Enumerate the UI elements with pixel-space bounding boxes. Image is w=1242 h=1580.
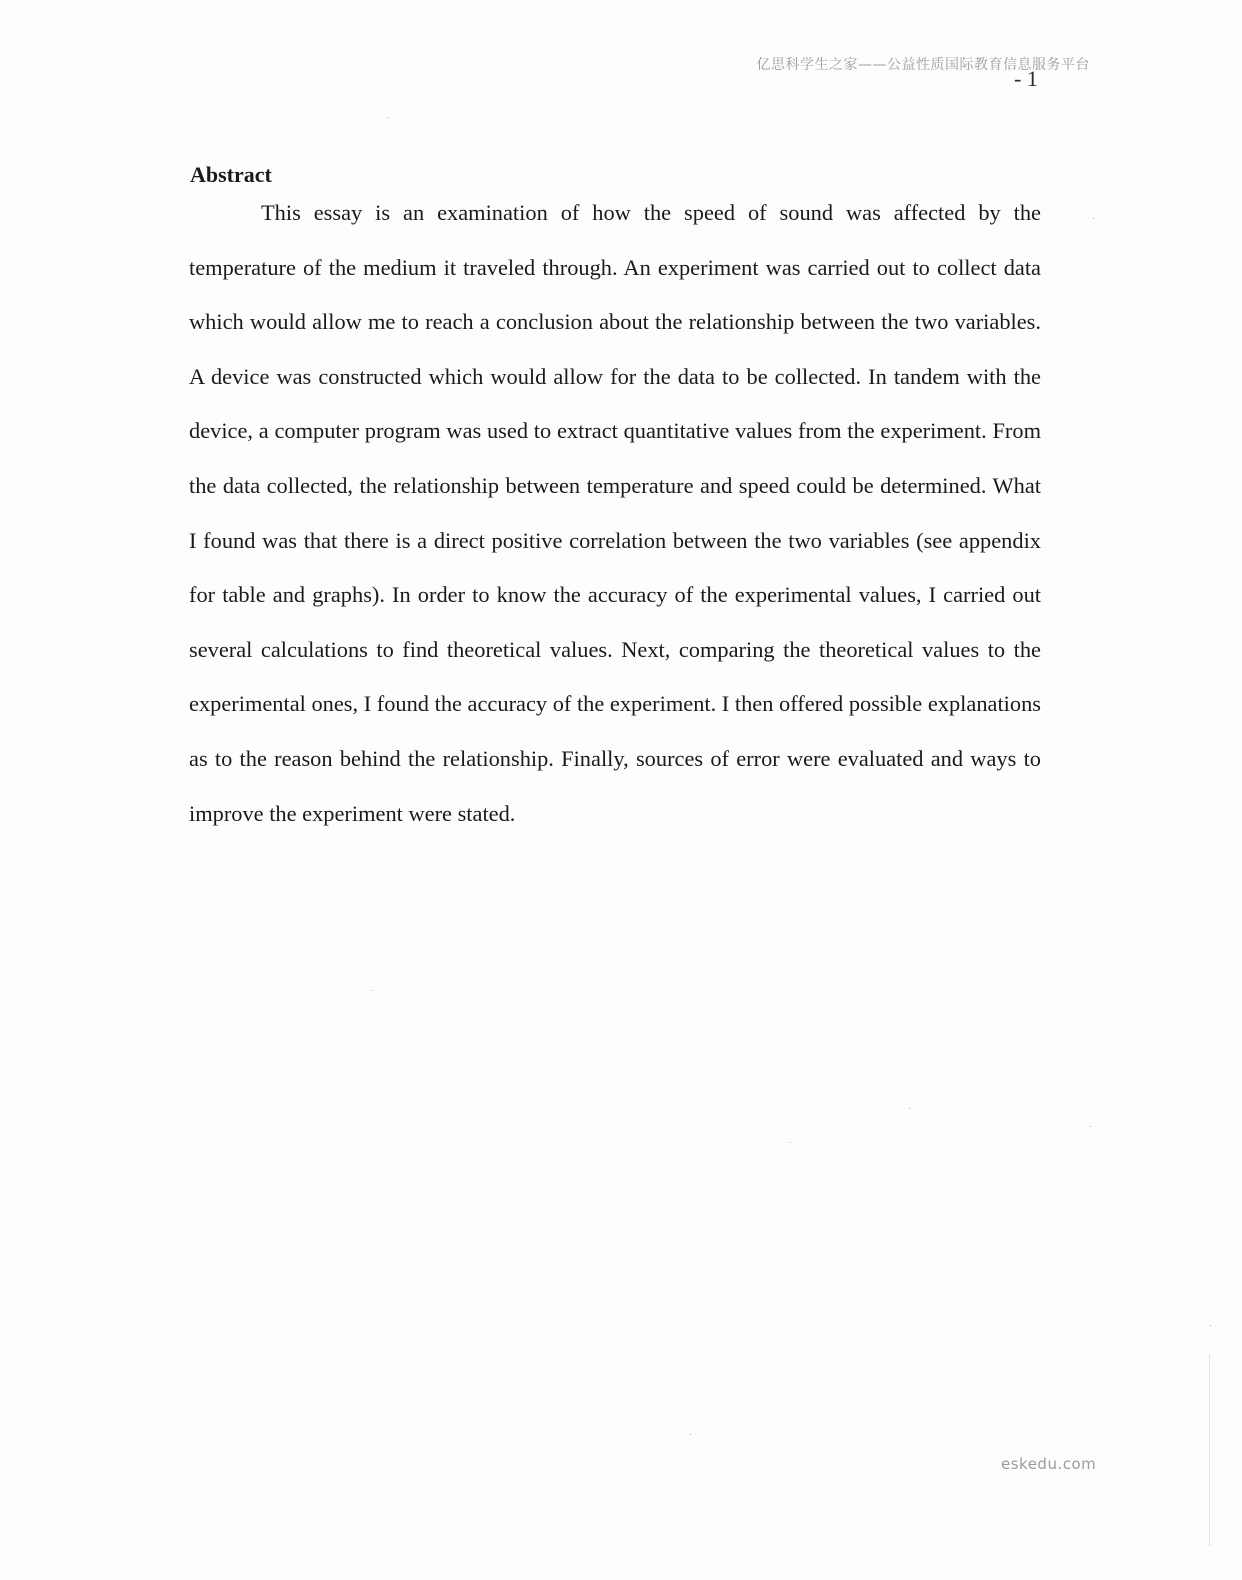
scan-speck — [372, 990, 373, 991]
page-number: - 1 — [1014, 66, 1038, 91]
scan-speck — [1090, 1126, 1091, 1127]
abstract-body: This essay is an examination of how the speed of sound was affected by the temperature of the medium it traveled through. An experiment was carried out to collect data which would allow me to reach a conclusion about the relationship between the two variables. A device was constructed which would allow for the data to be collected. In tandem with the device, a computer program was used to extract quantitative values from the experiment. From the data collected, the relationship between temperature and speed could be determined. What I found was that there is a direct positive correlation between the two variables (see appendix for table and graphs). In order to know the accuracy of the experimental values, I carried out several calculations to find theoretical values. Next, comparing the theoretical values to the experimental ones, I found the accuracy of the experiment. I then offered possible explanations as to the reason behind the relationship. Finally, sources of error were evaluated and ways to improve the experiment were stated. — [189, 200, 1041, 826]
scan-speck — [1093, 218, 1094, 219]
scan-speck — [1210, 1325, 1211, 1326]
footer-watermark: eskedu.com — [1001, 1455, 1097, 1473]
scan-speck — [790, 1142, 791, 1143]
scan-speck — [690, 1434, 691, 1435]
abstract-title: Abstract — [190, 162, 272, 187]
scan-edge-line — [1209, 1355, 1211, 1545]
header-watermark: 亿思科学生之家——公益性质国际教育信息服务平台 — [756, 57, 1090, 73]
scan-speck — [909, 1108, 910, 1109]
scan-speck — [387, 117, 388, 118]
